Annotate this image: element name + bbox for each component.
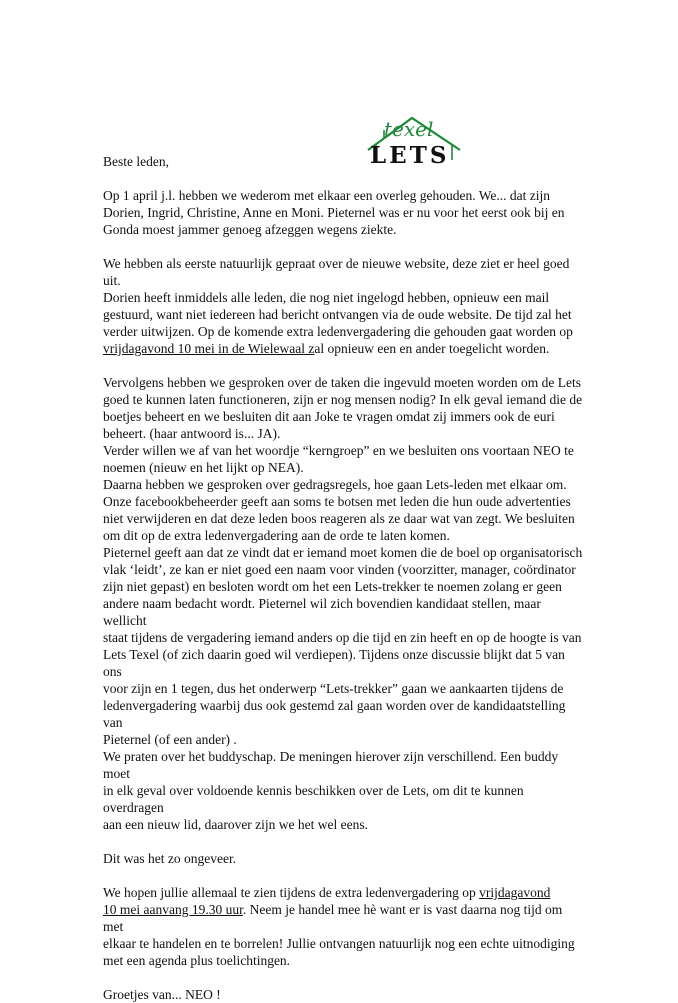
invitation-text-end: . Neem je handel mee hè want er is vast daarna nog tijd om met elkaar te handelen en te borrelen! Jullie ontvangen natuurlijk nog een echte uitnodiging met een agenda plus toelichtingen. [103,902,575,968]
greeting: Beste leden, [103,154,169,169]
paragraph-summary: Dit was het zo ongeveer. [103,851,237,866]
logo-script-text: texel [384,117,434,141]
paragraph-website [103,255,585,357]
meeting-date-underlined: vrijdagavond 10 mei in de Wielewaal z [103,341,315,356]
invitation-date-underlined: vrijdagavond [479,885,551,900]
website-text-end: al opnieuw een en ander toegelicht worden. [314,341,550,356]
logo-word-text: LETS [370,142,450,166]
invitation-text: We hopen jullie allemaal te zien tijdens de extra ledenvergadering op [103,885,480,900]
website-text: We hebben als eerste natuurlijk gepraat over de nieuwe website, deze ziet er heel goed uit. Dorien heeft inmiddels alle leden, die nog niet ingelogd hebben, opnieuw een mail gestuurd, want niet iedereen had bericht ontvangen via de oude website. De tijd zal het verder uitwijzen. Op de komende extra ledenvergadering die gehouden gaat worden op [103,256,573,339]
paragraph-invitation [103,884,585,969]
letter-body [103,153,585,1003]
closing: Groetjes van... NEO ! [103,987,221,1002]
paragraph-meeting: Op 1 april j.l. hebben we wederom met elkaar een overleg gehouden. We... dat zijn Dorien, Ingrid, Christine, Anne en Moni. Pieternel was er nu voor het eerst ook bij en Gonda moest jammer genoeg afzeggen wegens ziekte. [103,188,565,237]
invitation-time-underlined: 10 mei aanvang 19.30 uur [103,902,243,917]
paragraph-tasks: Vervolgens hebben we gesproken over de taken die ingevuld moeten worden om de Lets goed te kunnen laten functioneren, zijn er nog mensen nodig? In elk geval iemand die de boetjes beheert en we besluiten dit aan Joke te vragen omdat zij immers ook de euri beheert. (haar antwoord is... JA). Verder willen we af van het woordje “kerngroep” en we besluiten ons voortaan NEO te noemen (nieuw en het lijkt op NEA). Daarna hebben we gesproken over gedragsregels, hoe gaan Lets-leden met elkaar om. Onze facebookbeheerder geeft aan soms te botsen met leden die hun oude advertenties niet verwijderen en dat deze leden boos reageren als ze daar wat van zegt. We besluiten om dit op de extra ledenvergadering aan de orde te laten komen. Pieternel geeft aan dat ze vindt dat er iemand moet komen die de boel op organisatorisch vlak ‘leidt’, ze kan er niet goed een naam voor vinden (voorzitter, manager, coördinator zijn niet gepast) en besloten wordt om het een Lets-trekker te noemen zolang er geen andere naam bedacht wordt. Pieternel wil zich bovendien kandidaat stellen, maar wellicht staat tijdens de vergadering iemand anders op die tijd en zin heeft en op de hoogte is van Lets Texel (of zich daarin goed wil verdiepen). Tijdens onze discussie blijkt dat 5 van ons voor zijn en 1 tegen, dus het onderwerp “Lets-trekker” gaan we aankaarten tijdens de ledenvergadering waarbij dus ook gestemd zal gaan worden over de kandidaatstelling van Pieternel (of een ander) . We praten over het buddyschap. De meningen hierover zijn verschillend. Een buddy moet in elk geval over voldoende kennis beschikken over de Lets, om dit te kunnen overdragen aan een nieuw lid, daarover zijn we het wel eens. [103,375,583,832]
